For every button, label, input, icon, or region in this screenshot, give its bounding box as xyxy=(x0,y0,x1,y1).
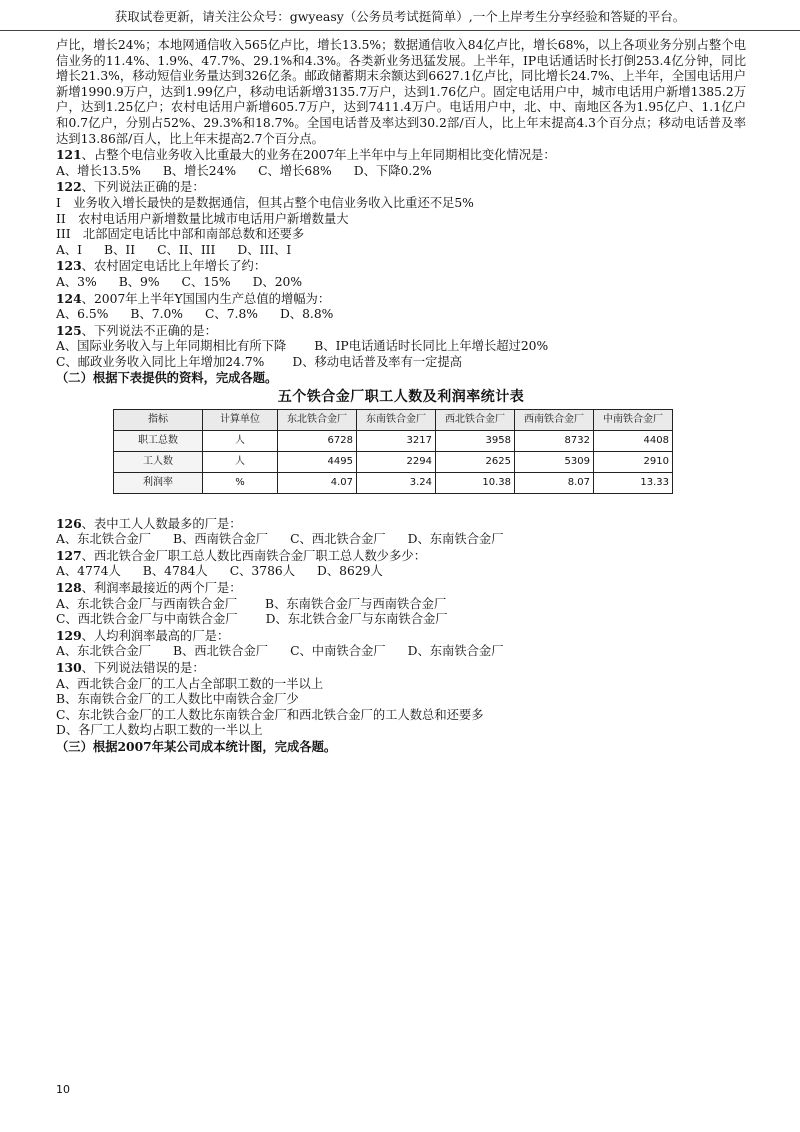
passage-text: 卢比，增长24%；本地网通信收入565亿卢比，增长13.5%；数据通信收入84亿卢比，增长68%，以上各项业务分别占整个电信业务的11.4%、1.9%、47.7%、29.1%和4.3%。各类新业务迅猛发展。上半年，IP电话通话时长打倒253.4亿分钟，同比增长21.3%，移动短信业务量达到326亿条。邮政储蓄期末余额达到6627.1亿卢比，同比增长24.7%、上半年，全国电话用户新增1990.9万户，达到1.99亿户，移动电话新增3135.7万户，达到1.76亿户。固定电话用户中，城市电话用户新增1385.2万户，达到1.25亿户；农村电话用户新增605.7万户，达到7411.4万户。电话用户中，北、中、南地区各为1.95亿户、1.1亿户和0.7亿户，分别占52%、29.3%和18.7%。全国电话普及率达到30.2部/百人，比上年末提高4.3个百分点；移动电话普及率达到13.86部/百人，比上年末提高2.7个百分点。 xyxy=(56,38,746,146)
option-b: B、IP电话通话时长同比上年增长超过20% xyxy=(314,339,549,354)
option-c: C、中南铁合金厂 xyxy=(290,644,386,659)
question-122 xyxy=(56,179,746,196)
question-129 xyxy=(56,628,746,645)
options-122 xyxy=(56,243,746,259)
option-d: D、各厂工人数均占职工数的一半以上 xyxy=(56,723,263,738)
option-c: C、西北铁合金厂 xyxy=(290,532,386,547)
question-number: 121 xyxy=(56,147,82,163)
question-126 xyxy=(56,516,746,533)
question-123 xyxy=(56,258,746,275)
option-d: D、下降0.2% xyxy=(353,163,432,178)
option-b: B、东南铁合金厂的工人数比中南铁合金厂少 xyxy=(56,692,299,707)
table-cell: 3217 xyxy=(357,430,436,451)
table-cell: 2294 xyxy=(357,451,436,472)
table-title: 五个铁合金厂职工人数及利润率统计表 xyxy=(277,389,525,406)
row-label: 职工总数 xyxy=(114,430,203,451)
question-number: 129 xyxy=(56,627,82,643)
option-a: A、6.5% xyxy=(56,307,109,322)
question-text: 、表中工人人数最多的厂是： xyxy=(81,516,242,531)
question-text: 、下列说法错误的是： xyxy=(81,661,205,675)
table-cell: 2625 xyxy=(436,451,515,472)
table-header-cell: 计算单位 xyxy=(203,409,278,430)
option-b: B、7.0% xyxy=(130,307,183,322)
document-body xyxy=(56,38,746,755)
question-number: 127 xyxy=(56,547,82,563)
table-row xyxy=(114,472,673,493)
options-125-row2 xyxy=(56,355,746,371)
option-b: B、9% xyxy=(118,274,160,289)
question-number: 125 xyxy=(56,322,82,338)
option-a: A、I xyxy=(56,242,83,257)
page-header: 获取试卷更新，请关注公众号：gwyeasy（公务员考试挺简单）,一个上岸考生分享经验和答疑的平台。 xyxy=(0,4,800,31)
question-text: 、2007年上半年Y国国内生产总值的增幅为： xyxy=(81,291,331,306)
table-header-cell: 东北铁合金厂 xyxy=(278,409,357,430)
options-129 xyxy=(56,644,746,660)
option-a: A、东北铁合金厂 xyxy=(56,644,151,659)
statement-1: I 业务收入增长最快的是数据通信，但其占整个电信业务收入比重还不足5% xyxy=(56,195,474,210)
option-a: A、东北铁合金厂与西南铁合金厂 xyxy=(56,596,238,611)
question-text: 、下列说法不正确的是： xyxy=(81,323,217,338)
option-c: C、增长68% xyxy=(258,163,332,178)
table-cell: 13.33 xyxy=(594,472,673,493)
question-number: 130 xyxy=(56,660,82,675)
table-cell: 8.07 xyxy=(515,472,594,493)
question-number: 128 xyxy=(56,580,82,596)
options-125-row1 xyxy=(56,339,746,355)
section-heading-3: （三）根据2007年某公司成本统计图，完成各题。 xyxy=(56,738,337,754)
option-b: B、II xyxy=(104,242,136,257)
table-header-cell: 西南铁合金厂 xyxy=(515,409,594,430)
options-123 xyxy=(56,275,746,291)
question-121 xyxy=(56,147,746,164)
row-unit: 人 xyxy=(203,451,278,472)
option-b: B、增长24% xyxy=(162,163,237,178)
option-c: C、邮政业务收入同比上年增加24.7% xyxy=(56,354,265,369)
table-cell: 4495 xyxy=(278,451,357,472)
question-124 xyxy=(56,291,746,308)
question-128 xyxy=(56,580,746,597)
question-text: 、下列说法正确的是： xyxy=(81,180,205,195)
option-a: A、国际业务收入与上年同期相比有所下降 xyxy=(56,339,287,354)
row-unit: 人 xyxy=(203,430,278,451)
statement-2: II 农村电话用户新增数量比城市电话用户新增数量大 xyxy=(56,211,349,226)
options-126 xyxy=(56,532,746,548)
table-cell: 6728 xyxy=(278,430,357,451)
options-124 xyxy=(56,307,746,323)
question-130 xyxy=(56,660,746,677)
question-125 xyxy=(56,323,746,340)
row-label: 利润率 xyxy=(114,472,203,493)
table-cell: 10.38 xyxy=(436,472,515,493)
option-b: B、4784人 xyxy=(142,564,208,579)
option-c: C、7.8% xyxy=(205,307,258,322)
table-header-cell: 西北铁合金厂 xyxy=(436,409,515,430)
option-c: C、15% xyxy=(181,274,231,289)
table-cell: 3.24 xyxy=(357,472,436,493)
table-cell: 4.07 xyxy=(278,472,357,493)
options-127 xyxy=(56,564,746,580)
option-d: D、东南铁合金厂 xyxy=(407,532,504,547)
option-d: D、8.8% xyxy=(279,307,334,322)
question-number: 124 xyxy=(56,290,82,306)
question-number: 123 xyxy=(56,258,82,274)
table-cell: 2910 xyxy=(594,451,673,472)
table-cell: 8732 xyxy=(515,430,594,451)
table-cell: 3958 xyxy=(436,430,515,451)
option-c: C、3786人 xyxy=(229,564,296,579)
option-d: D、东南铁合金厂 xyxy=(407,644,504,659)
question-number: 126 xyxy=(56,515,82,531)
options-128-row2 xyxy=(56,612,746,628)
section-heading-2: （二）根据下表提供的资料，完成各题。 xyxy=(56,370,278,386)
row-label: 工人数 xyxy=(114,451,203,472)
table-header-cell: 中南铁合金厂 xyxy=(594,409,673,430)
question-number: 122 xyxy=(56,179,82,195)
option-a: A、东北铁合金厂 xyxy=(56,532,151,547)
statistics-table xyxy=(113,409,673,494)
option-a: A、西北铁合金厂的工人占全部职工数的一半以上 xyxy=(56,676,324,691)
option-b: B、西北铁合金厂 xyxy=(172,644,269,659)
option-d: D、东北铁合金厂与东南铁合金厂 xyxy=(265,612,448,627)
options-128-row1 xyxy=(56,597,746,613)
table-row xyxy=(114,451,673,472)
table-header-row xyxy=(114,409,673,430)
question-text: 、西北铁合金厂职工总人数比西南铁合金厂职工总人数少多少： xyxy=(81,548,426,563)
option-b: B、西南铁合金厂 xyxy=(172,532,269,547)
table-row xyxy=(114,430,673,451)
spacer xyxy=(56,494,746,516)
table-cell: 5309 xyxy=(515,451,594,472)
option-b: B、东南铁合金厂与西南铁合金厂 xyxy=(265,596,447,611)
statement-3: III 北部固定电话比中部和南部总数和还要多 xyxy=(56,227,305,242)
option-d: D、移动电话普及率有一定提高 xyxy=(292,354,463,369)
question-127 xyxy=(56,548,746,565)
option-d: D、8629人 xyxy=(317,564,383,579)
table-header-cell: 指标 xyxy=(114,409,203,430)
option-c: C、东北铁合金厂的工人数比东南铁合金厂和西北铁合金厂的工人数总和还要多 xyxy=(56,707,484,722)
option-d: D、20% xyxy=(252,274,303,289)
question-text: 、占整个电信业务收入比重最大的业务在2007年上半年中与上年同期相比变化情况是： xyxy=(81,148,556,163)
question-text: 、农村固定电话比上年增长了约： xyxy=(81,259,267,274)
options-121 xyxy=(56,164,746,180)
table-header-cell: 东南铁合金厂 xyxy=(357,409,436,430)
option-c: C、II、III xyxy=(157,242,216,257)
question-text: 、利润率最接近的两个厂是： xyxy=(81,581,242,596)
question-text: 、人均利润率最高的厂是： xyxy=(81,628,230,643)
table-cell: 4408 xyxy=(594,430,673,451)
option-d: D、III、I xyxy=(237,242,292,257)
option-c: C、西北铁合金厂与中南铁合金厂 xyxy=(56,612,238,627)
option-a: A、3% xyxy=(56,274,97,289)
page-number: 10 xyxy=(56,1083,70,1096)
option-a: A、4774人 xyxy=(56,564,121,579)
option-a: A、增长13.5% xyxy=(56,163,141,178)
row-unit: % xyxy=(203,472,278,493)
